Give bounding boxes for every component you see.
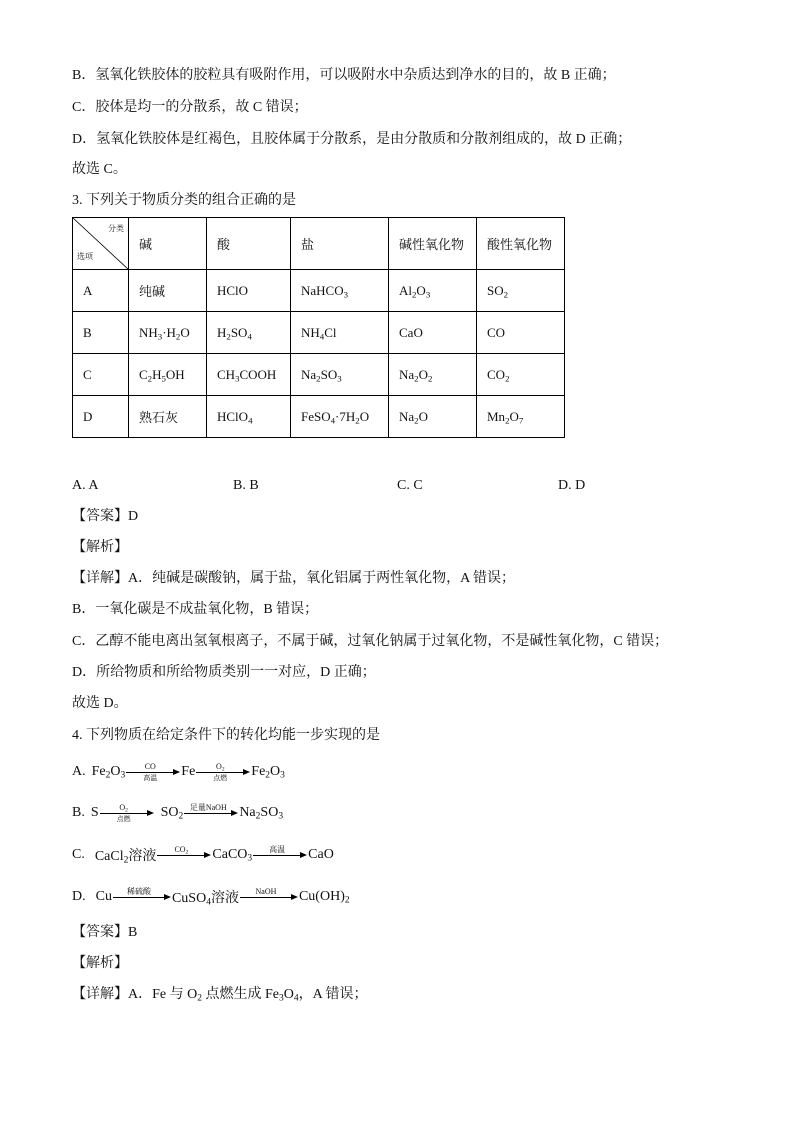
table-cell: $Al_2O_3$	[389, 270, 477, 312]
header-salt: 盐	[291, 218, 389, 270]
choice-label: D.	[72, 889, 86, 904]
q4-choice-d	[72, 884, 350, 910]
arrow-condition-below: 点燃	[213, 774, 228, 782]
q3-detail-line: C．乙醇不能电离出氢氧根离子，不属于碱，过氧化钠属于过氧化物，不是碱性氧化物，C 错误；	[72, 634, 669, 649]
reaction-arrow	[196, 759, 250, 785]
q4-detail-line: 【详解】A．Fe 与 $O_2$ 点燃生成 $Fe_3O_4$，A 错误；	[72, 987, 368, 1004]
table-cell: $CO_2$	[477, 354, 565, 396]
reaction-arrow	[253, 842, 307, 868]
table-cell: 纯碱	[129, 270, 207, 312]
choice-label: C.	[72, 847, 85, 862]
species: $Fe_2O_3$	[91, 764, 126, 781]
arrow-condition-above: $CO_2$	[174, 845, 189, 856]
arrow-head	[291, 894, 298, 900]
reaction-arrow	[157, 842, 211, 868]
q3-choice-c: C. C	[397, 478, 423, 493]
arrow-condition-above: $O_2$	[216, 762, 225, 773]
arrow-head	[147, 810, 154, 816]
row-option: C	[73, 354, 129, 396]
q3-detail-line: B．一氧化碳是不成盐氧化物，B 错误；	[72, 602, 319, 617]
arrow-shaft	[100, 813, 151, 814]
choice-label: A.	[72, 764, 86, 779]
arrow-shaft	[157, 855, 208, 856]
table-row	[73, 396, 565, 438]
arrow-condition-below: 高温	[143, 774, 158, 782]
arrow-shaft	[126, 772, 177, 773]
table-cell: $CH_3COOH$	[207, 354, 291, 396]
arrow-condition-above: NaOH	[255, 887, 277, 896]
choice-label: B.	[72, 805, 85, 820]
table-header-row	[73, 218, 565, 270]
reaction-arrow	[184, 800, 238, 826]
q4-stem: 4. 下列物质在给定条件下的转化均能一步实现的是	[72, 728, 380, 743]
species: $SO_2$	[160, 805, 184, 822]
arrow-shaft	[196, 772, 247, 773]
reaction-arrow	[113, 884, 171, 910]
table-corner-cell	[73, 218, 129, 270]
arrow-shaft	[253, 855, 304, 856]
arrow-head	[243, 769, 250, 775]
arrow-head	[300, 852, 307, 858]
row-option: A	[73, 270, 129, 312]
table-cell: $C_2H_5OH$	[129, 354, 207, 396]
q4-answer: 【答案】B	[72, 925, 138, 940]
table-cell: $Mn_2O_7$	[477, 396, 565, 438]
header-basic-oxide: 碱性氧化物	[389, 218, 477, 270]
table-row	[73, 312, 565, 354]
q4-choice-a	[72, 759, 285, 785]
arrow-shaft	[113, 897, 168, 898]
arrow-condition-below: 点燃	[116, 815, 131, 823]
species: $Cu(OH)_2$	[298, 889, 350, 906]
species: $Na_2SO_3$	[239, 805, 284, 822]
table-cell: 熟石灰	[129, 396, 207, 438]
species: CaCl$_2$溶液	[94, 849, 157, 866]
table-cell: CO	[477, 312, 565, 354]
q3-detail-line: 【详解】A．纯碱是碳酸钠，属于盐，氧化铝属于两性氧化物，A 错误；	[72, 571, 515, 586]
row-option: D	[73, 396, 129, 438]
explanation-line-b: B．氢氧化铁胶体的胶粒具有吸附作用，可以吸附水中杂质达到净水的目的，故 B 正确；	[72, 68, 616, 83]
q4-choice-b	[72, 800, 283, 826]
table-cell: $SO_2$	[477, 270, 565, 312]
q3-analysis-label: 【解析】	[72, 540, 128, 555]
q3-answer: 【答案】D	[72, 509, 139, 524]
species: CuSO$_4$溶液	[171, 891, 239, 908]
q3-detail-line: D．所给物质和所给物质类别一一对应，D 正确；	[72, 665, 376, 680]
header-acid: 酸	[207, 218, 291, 270]
q3-classification-table	[72, 217, 565, 438]
arrow-condition-above: 足量NaOH	[189, 803, 227, 812]
explanation-conclusion: 故选 C。	[72, 162, 127, 177]
q3-stem: 3. 下列关于物质分类的组合正确的是	[72, 193, 296, 208]
q4-analysis-label: 【解析】	[72, 956, 128, 971]
species: CaO	[308, 847, 334, 862]
row-option: B	[73, 312, 129, 354]
header-acidic-oxide: 酸性氧化物	[477, 218, 565, 270]
species: Cu	[95, 889, 112, 904]
table-row	[73, 270, 565, 312]
table-cell: $FeSO_4\cdot 7H_2O$	[291, 396, 389, 438]
corner-label-option: 选项	[77, 252, 93, 261]
table-cell: HClO	[207, 270, 291, 312]
corner-label-category: 分类	[108, 224, 124, 233]
table-cell: CaO	[389, 312, 477, 354]
species: CaCO$_3$	[212, 847, 253, 864]
arrow-head	[173, 769, 180, 775]
reaction-arrow	[100, 800, 154, 826]
arrow-head	[204, 852, 211, 858]
species: $Fe_2O_3$	[251, 764, 285, 781]
arrow-shaft	[240, 897, 295, 898]
species: S	[90, 805, 99, 820]
q4-choice-c	[72, 842, 334, 868]
arrow-head	[231, 810, 238, 816]
reaction-arrow	[240, 884, 298, 910]
arrow-condition-above: $O_2$	[119, 803, 128, 814]
q3-choice-b: B. B	[233, 478, 259, 493]
arrow-shaft	[184, 813, 235, 814]
table-cell: NaHCO$_3$	[291, 270, 389, 312]
table-cell: $Na_2SO_3$	[291, 354, 389, 396]
q3-choice-d: D. D	[558, 478, 586, 493]
table-cell: $H_2SO_4$	[207, 312, 291, 354]
q3-detail-line: 故选 D。	[72, 696, 128, 711]
arrow-condition-above: CO	[144, 762, 156, 771]
reaction-arrow	[126, 759, 180, 785]
arrow-head	[164, 894, 171, 900]
species: Fe	[181, 764, 196, 779]
q3-choice-a: A. A	[72, 478, 99, 493]
table-cell: $Na_2O$	[389, 396, 477, 438]
explanation-line-c: C．胶体是均一的分散系，故 C 错误；	[72, 100, 308, 115]
arrow-condition-above: 稀硫酸	[126, 887, 151, 896]
table-row	[73, 354, 565, 396]
arrow-condition-above: 高温	[269, 845, 286, 854]
table-cell: $NH_3\cdot H_2O$	[129, 312, 207, 354]
table-cell: HClO$_4$	[207, 396, 291, 438]
header-base: 碱	[129, 218, 207, 270]
explanation-line-d: D．氢氧化铁胶体是红褐色，且胶体属于分散系，是由分散质和分散剂组成的，故 D 正确；	[72, 132, 632, 147]
table-cell: $NH_4Cl$	[291, 312, 389, 354]
table-cell: $Na_2O_2$	[389, 354, 477, 396]
